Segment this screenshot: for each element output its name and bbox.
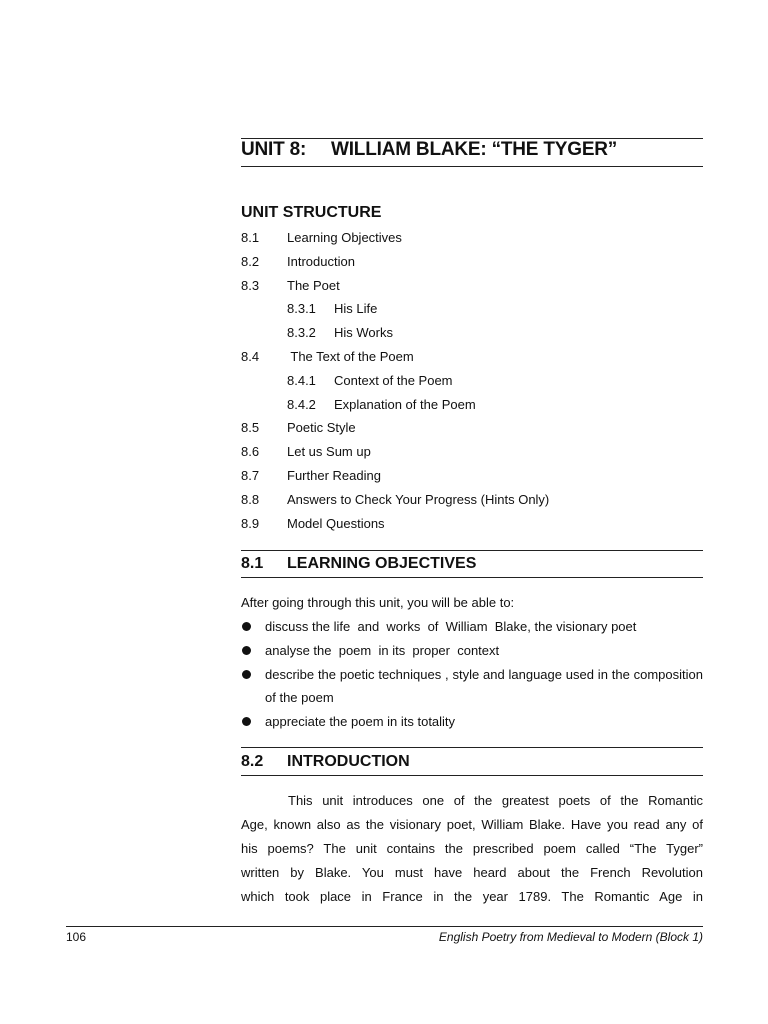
toc-item: 8.6 Let us Sum up xyxy=(241,444,371,460)
objective-item: appreciate the poem in its totality xyxy=(241,710,703,734)
objective-item: describe the poetic techniques , style and language used in the composition of the poem xyxy=(241,663,703,711)
toc-item: 8.4 The Text of the Poem xyxy=(241,348,414,364)
toc-item: 8.9 Model Questions xyxy=(241,515,385,531)
unit-title-text: WILLIAM BLAKE: “THE TYGER” xyxy=(331,139,618,160)
paragraph-line: written by Blake. You must have heard about the French Revolution xyxy=(241,865,703,880)
page-number: 106 xyxy=(66,930,87,944)
paragraph-line: This unit introduces one of the greatest poets of the Romantic xyxy=(288,793,703,808)
introduction-heading: 8.2 INTRODUCTION xyxy=(241,753,410,770)
paragraph-line: which took place in France in the year 1789. The Romantic Age in xyxy=(241,889,703,904)
bullet-icon xyxy=(242,646,251,655)
title-bottom-rule xyxy=(241,166,703,167)
toc-subitem: 8.4.2 Explanation of the Poem xyxy=(287,396,476,412)
objectives-top-rule xyxy=(241,550,703,551)
toc-subitem: 8.3.2 His Works xyxy=(287,325,393,341)
introduction-paragraph xyxy=(241,789,703,909)
toc-subitem: 8.3.1 His Life xyxy=(287,301,378,317)
objective-item: discuss the life and works of William Blake, the visionary poet xyxy=(241,615,703,639)
introduction-top-rule xyxy=(241,747,703,748)
bullet-icon xyxy=(242,670,251,679)
toc-item: 8.5 Poetic Style xyxy=(241,420,356,436)
book-title: English Poetry from Medieval to Modern (Block 1) xyxy=(438,930,703,944)
toc-item: 8.1 Learning Objectives xyxy=(241,230,402,245)
paragraph-line: Age, known also as the visionary poet, William Blake. Have you read any of xyxy=(241,817,703,832)
unit-structure-heading: UNIT STRUCTURE xyxy=(241,204,382,221)
toc-item: 8.3 The Poet xyxy=(241,277,340,293)
objectives-bottom-rule xyxy=(241,577,703,578)
unit-title xyxy=(241,139,703,161)
introduction-bottom-rule xyxy=(241,775,703,776)
paragraph-line: his poems? The unit contains the prescribed poem called “The Tyger” xyxy=(241,841,703,856)
unit-number: UNIT 8: xyxy=(241,139,307,160)
objective-item: analyse the poem in its proper context xyxy=(241,639,703,663)
table-of-contents xyxy=(241,228,703,537)
objectives-intro: After going through this unit, you will be able to: xyxy=(241,595,515,610)
toc-subitem: 8.4.1 Context of the Poem xyxy=(287,372,453,388)
toc-item: 8.7 Further Reading xyxy=(241,467,381,483)
bullet-icon xyxy=(242,717,251,726)
bullet-icon xyxy=(242,622,251,631)
learning-objectives-heading: 8.1 LEARNING OBJECTIVES xyxy=(241,555,477,572)
toc-item: 8.8 Answers to Check Your Progress (Hints Only) xyxy=(241,491,550,507)
footer-rule xyxy=(66,926,703,927)
objectives-list xyxy=(241,615,703,734)
toc-item: 8.2 Introduction xyxy=(241,253,355,269)
